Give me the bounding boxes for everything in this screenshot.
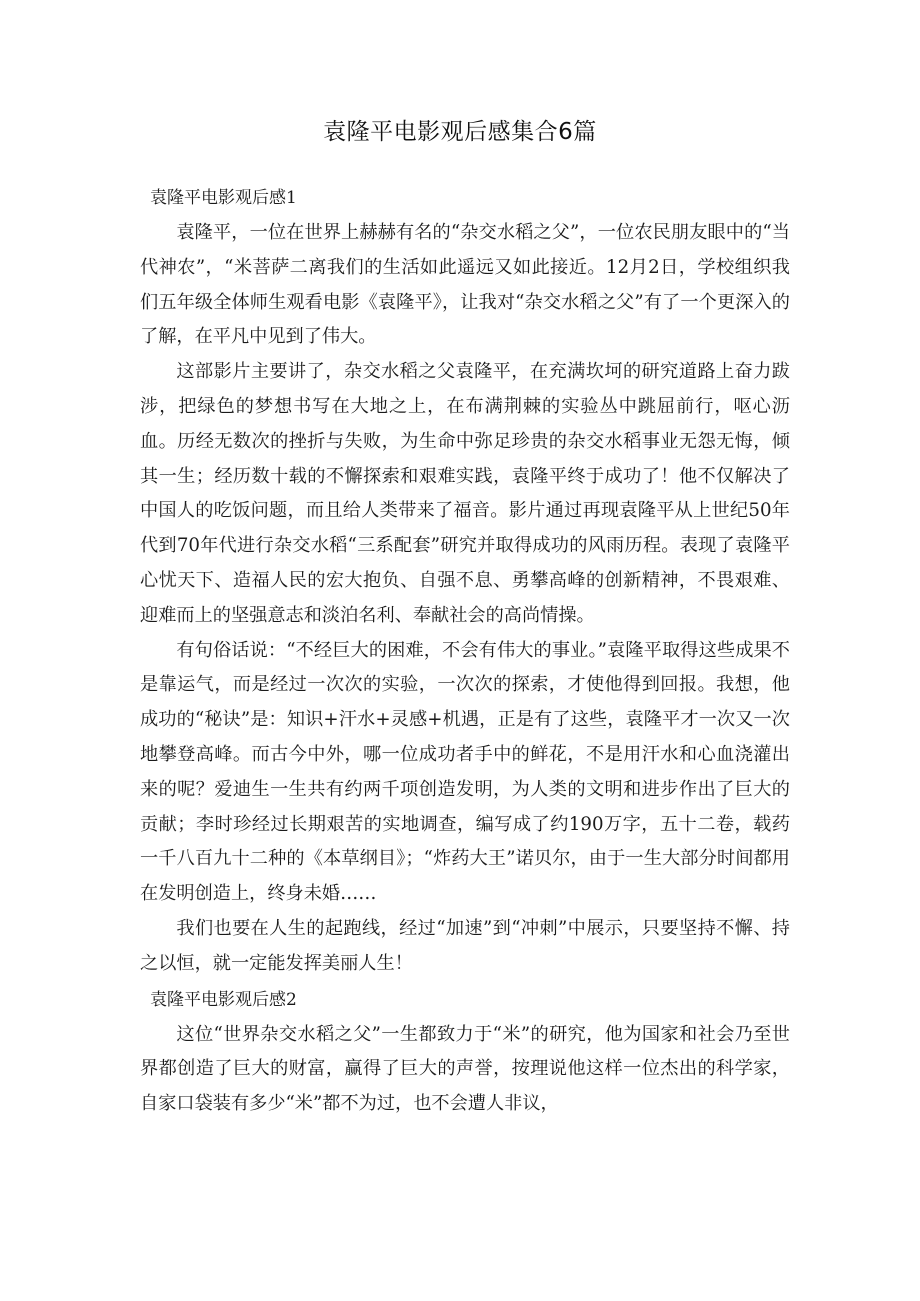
section-2 <box>140 982 790 1122</box>
section-heading: 袁隆平电影观后感2 <box>150 989 297 1010</box>
document-body <box>140 180 790 1122</box>
paragraph: 袁隆平，一位在世界上赫赫有名的“杂交水稻之父”，一位农民朋友眼中的“当代神农”，“米菩萨二离我们的生活如此遥远又如此接近。12月2日，学校组织我们五年级全体师生观看电影《袁隆平》，让我对“杂交水稻之父”有了一个更深入的了解，在平凡中见到了伟大。 <box>140 222 790 348</box>
section-heading: 袁隆平电影观后感1 <box>150 188 297 208</box>
section-1 <box>140 180 790 982</box>
paragraph: 有句俗话说：“不经巨大的困难，不会有伟大的事业。”袁隆平取得这些成果不是靠运气，而是经过一次次的实验，一次次的探索，才使他得到回报。我想，他成功的“秘诀”是：知识+汗水+灵感+机遇，正是有了这些，袁隆平才一次又一次地攀登高峰。而古今中外，哪一位成功者手中的鲜花，不是用汗水和心血浇灌出来的呢？爱迪生一生共有约两千项创造发明，为人类的文明和进步作出了巨大的贡献；李时珍经过长期艰苦的实地调查，编写成了约190万字，五十二卷，载药一千八百九十二种的《本草纲目》；“炸药大王”诺贝尔，由于一生大部分时间都用在发明创造上，终身未婚…… <box>140 639 790 905</box>
paragraph: 这部影片主要讲了，杂交水稻之父袁隆平，在充满坎坷的研究道路上奋力跋涉，把绿色的梦想书写在大地之上，在布满荆棘的实验丛中跳屈前行，呕心沥血。历经无数次的挫折与失败，为生命中弥足珍贵的杂交水稻事业无怨无悔，倾其一生；经历数十载的不懈探索和艰难实践，袁隆平终于成功了！他不仅解决了中国人的吃饭问题，而且给人类带来了福音。影片通过再现袁隆平从上世纪50年代到70年代进行杂交水稻“三系配套”研究并取得成功的风雨历程。表现了袁隆平心忧天下、造福人民的宏大抱负、自强不息、勇攀高峰的创新精神，不畏艰难、迎难而上的坚强意志和淡泊名利、奉献社会的高尚情操。 <box>140 361 790 626</box>
paragraph: 我们也要在人生的起跑线，经过“加速”到“冲刺”中展示，只要坚持不懈、持之以恒，就一定能发挥美丽人生！ <box>140 917 790 974</box>
paragraph: 这位“世界杂交水稻之父”一生都致力于“米”的研究，他为国家和社会乃至世界都创造了巨大的财富，赢得了巨大的声誉，按理说他这样一位杰出的科学家，自家口袋装有多少“米”都不为过，也不会遭人非议， <box>140 1023 790 1115</box>
document-title: 袁隆平电影观后感集合6篇 <box>323 119 597 145</box>
